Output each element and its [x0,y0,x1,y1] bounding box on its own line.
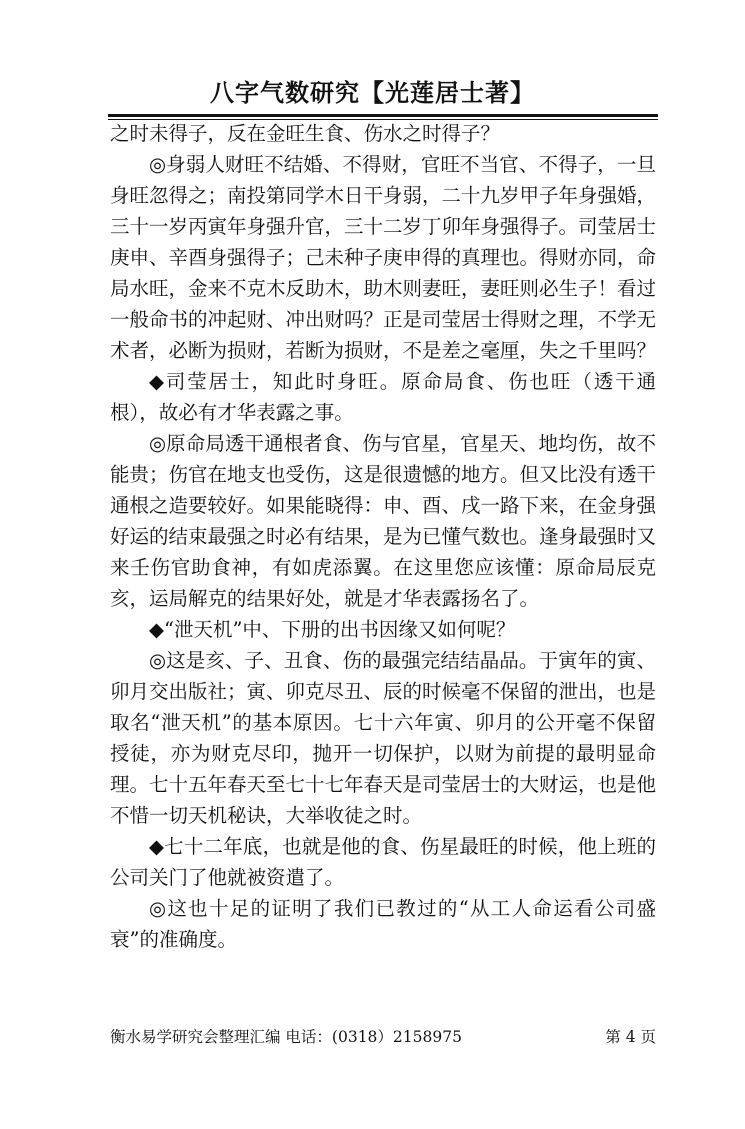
paragraph: ◆司莹居士，知此时身旺。原命局食、伤也旺（透干通根），故必有才华表露之事。 [110,370,656,424]
paragraph: ◎这是亥、子、丑食、伤的最强完结结晶品。于寅年的寅、卯月交出版社；寅、卯克尽丑、辰的时候毫不保留的泄出，也是取名“泄天机”的基本原因。七十六年寅、卯月的公开毫不保留授徒，亦为财克尽印，抛开一切保护，以财为前提的最明显命理。七十五年春天至七十七年春天是司莹居士的大财运，也是他不惜一切天机秘诀，大举收徒之时。 [110,649,657,827]
footer-source: 衡水易学研究会整理汇编 电话：(0318）2158975 [110,1028,462,1046]
paragraph: ◎身弱人财旺不结婚、不得财，官旺不当官、不得子，一旦身旺忽得之；南投第同学木日干身弱，二十九岁甲子年身强婚，三十一岁丙寅年身强升官，三十二岁丁卯年身强得子。司莹居士庚申、辛酉身强得子；己未种子庚申得的真理也。得财亦同，命局水旺，金来不克木反助木，助木则妻旺，妻旺则必生子！看过一般命书的冲起财、冲出财吗？正是司莹居士得财之理，不学无术者，必断为损财，若断为损财，不是差之毫厘，失之千里吗？ [110,153,657,362]
paragraph: ◎这也十足的证明了我们已教过的“从工人命运看公司盛衰”的准确度。 [110,897,656,951]
paragraph: ◎原命局透干通根者食、伤与官星，官星天、地均伤，故不能贵；伤官在地支也受伤，这是很遗憾的地方。但又比没有透干通根之造要较好。如果能晓得：申、酉、戌一路下来，在金身强好运的结束最强之时必有结果，是为已懂气数也。逢身最强时又来壬伤官助食神，有如虎添翼。在这里您应该懂：原命局辰克亥，运局解克的结果好处，就是才华表露扬名了。 [110,432,657,610]
paragraph: ◆七十二年底，也就是他的食、伤星最旺的时候，他上班的公司关门了他就被资遣了。 [110,835,656,889]
page-footer [110,1024,656,1050]
header-rule-thick [108,114,658,117]
body-text [110,118,656,955]
paragraph-continuation: 之时未得子，反在金旺生食、伤水之时得子？ [110,122,501,145]
paragraph: ◆“泄天机”中、下册的出书因缘又如何呢？ [149,618,516,641]
page-header-title: 八字气数研究【光莲居士著】 [210,78,535,107]
page-number: 第 4 页 [605,1028,656,1046]
